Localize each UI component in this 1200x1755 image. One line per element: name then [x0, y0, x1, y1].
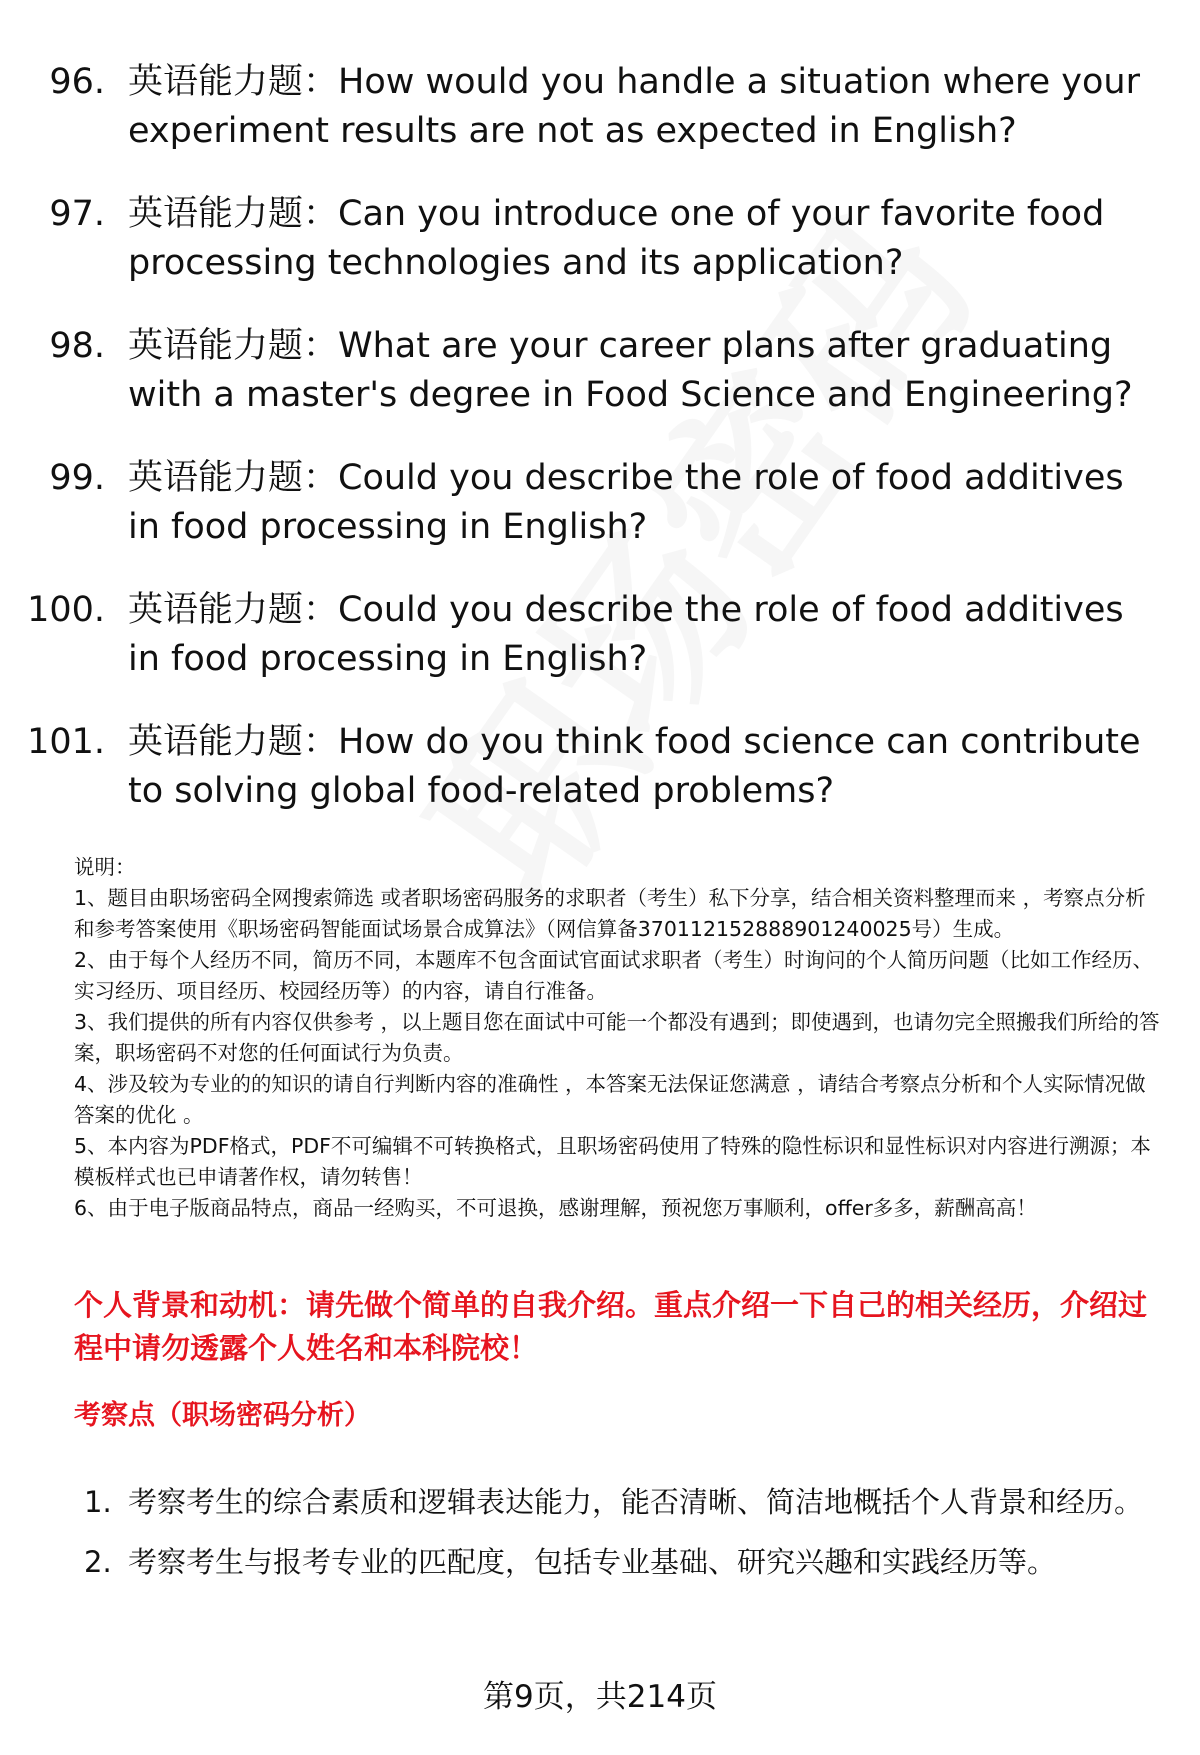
question-number: 97.: [49, 194, 105, 234]
notes-title: 说明：: [74, 855, 136, 879]
question-text: 英语能力题：How do you think food science can contribute to solving global food-related problems?: [128, 722, 1141, 811]
question-number: 99.: [49, 458, 105, 498]
exam-point-number: 2.: [84, 1545, 112, 1579]
note-item: 3、我们提供的所有内容仅供参考 ，以上题目您在面试中可能一个都没有遇到；即使遇到，也请勿完全照搬我们所给的答案，职场密码不对您的任何面试行为负责。: [74, 1010, 1160, 1065]
question-item: [0, 718, 1200, 850]
question-item: [0, 58, 1200, 190]
exam-point-number: 1.: [84, 1485, 112, 1519]
note-item: 5、本内容为PDF格式，PDF不可编辑不可转换格式，且职场密码使用了特殊的隐性标识和显性标识对内容进行溯源；本模板样式也已申请著作权，请勿转售！: [74, 1134, 1151, 1189]
question-text: 英语能力题：Could you describe the role of food additives in food processing in English?: [128, 590, 1124, 679]
notes-section: [74, 852, 1164, 1224]
question-item: [0, 322, 1200, 454]
note-item: 2、由于每个人经历不同，简历不同，本题库不包含面试官面试求职者（考生）时询问的个人简历问题（比如工作经历、实习经历、项目经历、校园经历等）的内容，请自行准备。: [74, 948, 1154, 1003]
note-item: 6、由于电子版商品特点，商品一经购买，不可退换，感谢理解，预祝您万事顺利，offer多多，薪酬高高！: [74, 1196, 1037, 1220]
exam-point-item: [74, 1532, 1164, 1592]
exam-point-item: [74, 1472, 1164, 1532]
note-item: 1、题目由职场密码全网搜索筛选 或者职场密码服务的求职者（考生）私下分享，结合相关资料整理而来 ，考察点分析和参考答案使用《职场密码智能面试场景合成算法》（网信算备370112152888901240025号）生成。: [74, 886, 1146, 941]
question-number: 100.: [27, 590, 105, 630]
question-number: 101.: [27, 722, 105, 762]
page-number-footer: 第9页，共214页: [483, 1679, 717, 1715]
exam-point-text: 考察考生与报考专业的匹配度，包括专业基础、研究兴趣和实践经历等。: [128, 1545, 1057, 1579]
question-text: 英语能力题：What are your career plans after graduating with a master's degree in Food Science and Engineering?: [128, 326, 1133, 415]
question-text: 英语能力题：Can you introduce one of your favorite food processing technologies and its application?: [128, 194, 1105, 283]
question-text: 英语能力题：How would you handle a situation where your experiment results are not as expected in English?: [128, 62, 1140, 151]
question-text: 英语能力题：Could you describe the role of food additives in food processing in English?: [128, 458, 1124, 547]
background-question-heading: 个人背景和动机：请先做个简单的自我介绍。重点介绍一下自己的相关经历，介绍过程中请勿透露个人姓名和本科院校！: [74, 1288, 1148, 1365]
exam-point-text: 考察考生的综合素质和逻辑表达能力，能否清晰、简洁地概括个人背景和经历。: [128, 1485, 1144, 1519]
exam-points-list: [74, 1472, 1164, 1592]
question-list: [0, 58, 1200, 850]
question-number: 98.: [49, 326, 105, 366]
question-item: [0, 454, 1200, 586]
question-item: [0, 190, 1200, 322]
exam-points-heading: 考察点（职场密码分析）: [74, 1400, 371, 1431]
question-number: 96.: [49, 62, 105, 102]
question-item: [0, 586, 1200, 718]
note-item: 4、涉及较为专业的的知识的请自行判断内容的准确性 ，本答案无法保证您满意 ，请结合考察点分析和个人实际情况做答案的优化 。: [74, 1072, 1146, 1127]
